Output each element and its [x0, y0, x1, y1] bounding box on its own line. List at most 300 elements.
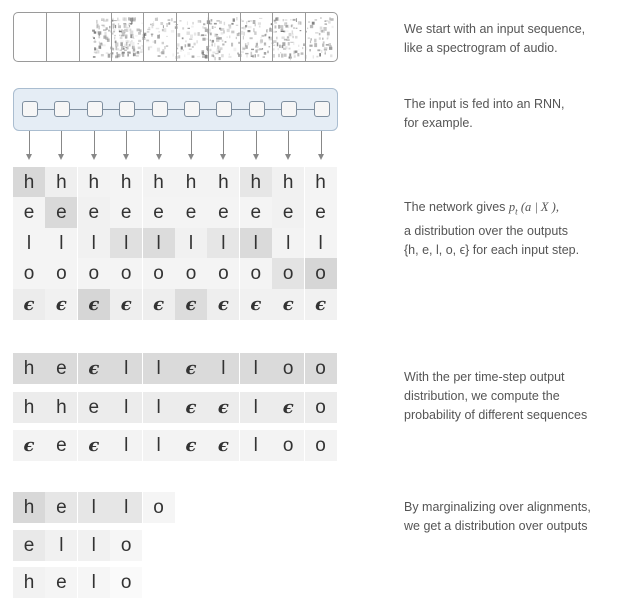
sequence-cell: l	[143, 392, 175, 423]
spectrogram-speck	[236, 37, 237, 39]
spectrogram-speck	[219, 21, 222, 24]
spectrogram-speck	[185, 44, 187, 47]
spectrogram-speck	[189, 38, 192, 40]
sequences-description-line-1: With the per time-step output	[404, 370, 565, 384]
spectrogram-speck	[289, 33, 291, 36]
spectrogram-speck	[147, 29, 150, 30]
spectrogram-speck	[162, 49, 164, 52]
spectrogram-speck	[151, 34, 154, 35]
spectrogram-speck	[187, 21, 188, 25]
spectrogram-speck	[192, 56, 195, 58]
spectrogram-frame-divider	[176, 13, 177, 61]
distribution-cell: e	[143, 197, 175, 228]
spectrogram-speck	[113, 31, 114, 32]
spectrogram-speck	[315, 32, 318, 33]
spectrogram-speck	[106, 53, 109, 54]
spectrogram-speck	[97, 24, 99, 28]
spectrogram-speck	[284, 54, 287, 57]
distribution-cell: l	[13, 228, 45, 259]
spectrogram-speck	[177, 48, 178, 50]
spectrogram-speck	[194, 33, 196, 36]
distribution-cell: ϵ	[110, 289, 142, 320]
spectrogram-speck	[180, 20, 182, 21]
distribution-cell: o	[78, 258, 110, 289]
spectrogram-speck	[317, 49, 320, 51]
spectrogram-speck	[276, 17, 279, 21]
spectrogram-speck	[202, 50, 205, 53]
rnn-cell	[184, 101, 200, 117]
spectrogram-speck	[265, 34, 267, 36]
distribution-cell: h	[143, 167, 175, 198]
spectrogram-speck	[224, 22, 225, 25]
spectrogram-speck	[326, 44, 329, 46]
spectrogram-speck	[255, 46, 258, 48]
spectrogram-speck	[217, 34, 218, 35]
spectrogram-speck	[131, 36, 134, 38]
spectrogram-speck	[313, 55, 314, 58]
spectrogram-speck	[98, 50, 100, 53]
distribution-cell: e	[13, 197, 45, 228]
spectrogram-speck	[165, 56, 167, 58]
spectrogram-speck	[164, 46, 166, 49]
spectrogram-speck	[251, 52, 253, 56]
spectrogram-speck	[181, 46, 183, 49]
spectrogram-speck	[259, 26, 261, 28]
spectrogram-speck	[248, 21, 250, 23]
spectrogram-speck	[115, 25, 116, 28]
spectrogram-speck	[221, 28, 224, 31]
spectrogram-speck	[94, 39, 96, 43]
spectrogram-speck	[231, 31, 234, 34]
spectrogram-speck	[325, 23, 327, 25]
network-prefix: The network gives	[404, 200, 509, 214]
spectrogram-speck	[160, 22, 163, 25]
spectrogram-speck	[214, 57, 216, 60]
sequences-description-line-3: probability of different sequences	[404, 408, 588, 422]
spectrogram-speck	[254, 31, 256, 35]
spectrogram-speck	[103, 20, 106, 22]
spectrogram-speck	[211, 19, 213, 22]
spectrogram-speck	[203, 23, 205, 25]
spectrogram-speck	[136, 55, 139, 57]
spectrogram-speck	[323, 41, 325, 43]
spectrogram-speck	[290, 42, 293, 43]
spectrogram-speck	[132, 34, 134, 35]
spectrogram-speck	[133, 53, 136, 56]
distribution-cell: h	[78, 167, 110, 198]
spectrogram-speck	[284, 39, 287, 41]
spectrogram-speck	[148, 47, 150, 51]
spectrogram-speck	[250, 20, 252, 22]
spectrogram-frame-divider	[111, 13, 112, 61]
distribution-cell: o	[13, 258, 45, 289]
output-cell: e	[13, 530, 45, 561]
spectrogram-speck	[101, 54, 104, 56]
spectrogram-speck	[116, 48, 119, 50]
spectrogram-speck	[324, 31, 325, 32]
spectrogram-speck	[278, 54, 279, 57]
distribution-cell: e	[175, 197, 207, 228]
spectrogram-speck	[124, 31, 126, 32]
rnn-connection	[200, 109, 216, 110]
sequence-cell: ϵ	[78, 353, 110, 384]
spectrogram-speck	[188, 44, 191, 47]
output-cell: e	[45, 492, 77, 523]
spectrogram-speck	[96, 20, 97, 24]
spectrogram-speck	[251, 49, 254, 50]
spectrogram-speck	[296, 28, 298, 29]
sequence-cell: l	[143, 430, 175, 461]
input-description	[404, 20, 585, 58]
spectrogram-speck	[312, 22, 315, 25]
down-arrow-icon	[321, 131, 322, 155]
distribution-cell: ϵ	[13, 289, 45, 320]
spectrogram-speck	[279, 45, 281, 48]
spectrogram-speck	[292, 30, 294, 34]
distribution-cell: ϵ	[78, 289, 110, 320]
sequence-cell: o	[272, 430, 304, 461]
spectrogram-speck	[124, 25, 126, 28]
spectrogram-speck	[201, 34, 204, 36]
sequences-description-line-2: distribution, we compute the	[404, 389, 560, 403]
spectrogram-speck	[123, 23, 126, 24]
spectrogram-speck	[288, 42, 290, 46]
sequence-cell: l	[110, 353, 142, 384]
spectrogram-speck	[319, 37, 321, 40]
spectrogram-speck	[222, 40, 224, 42]
spectrogram-speck	[308, 38, 310, 39]
spectrogram-speck	[274, 22, 277, 24]
spectrogram-speck	[288, 25, 289, 28]
spectrogram-speck	[191, 26, 194, 28]
spectrogram-speck	[245, 53, 248, 54]
spectrogram-speck	[171, 30, 174, 33]
spectrogram-speck	[212, 54, 215, 56]
distribution-cell: o	[110, 258, 142, 289]
spectrogram-speck	[209, 29, 210, 32]
spectrogram-speck	[278, 25, 280, 29]
sequence-cell: o	[305, 430, 337, 461]
sequence-cell: h	[45, 392, 77, 423]
spectrogram-speck	[219, 57, 221, 60]
spectrogram-speck	[221, 32, 224, 35]
network-math-args: (a | X ),	[517, 200, 559, 214]
distribution-cell: o	[175, 258, 207, 289]
spectrogram-speck	[168, 22, 170, 24]
distribution-cell: e	[240, 197, 272, 228]
spectrogram-speck	[147, 31, 150, 32]
spectrogram-speck	[295, 36, 298, 39]
spectrogram-speck	[135, 17, 136, 20]
sequence-cell: h	[13, 392, 45, 423]
distribution-cell: h	[305, 167, 337, 198]
spectrogram-speck	[264, 52, 266, 55]
rnn-cell	[54, 101, 70, 117]
spectrogram-speck	[293, 19, 296, 21]
rnn-description-line-2: for example.	[404, 116, 473, 130]
spectrogram-speck	[152, 25, 154, 28]
distribution-cell: h	[110, 167, 142, 198]
spectrogram-speck	[327, 38, 328, 40]
spectrogram-speck	[241, 51, 244, 53]
spectrogram-speck	[269, 46, 271, 47]
spectrogram-speck	[190, 35, 193, 39]
spectrogram-speck	[192, 46, 194, 48]
distribution-cell: e	[110, 197, 142, 228]
spectrogram-speck	[285, 22, 287, 24]
spectrogram-speck	[229, 54, 230, 56]
spectrogram-speck	[325, 51, 326, 55]
rnn-block	[13, 88, 338, 131]
down-arrow-icon	[94, 131, 95, 155]
spectrogram-speck	[118, 25, 121, 28]
rnn-connection	[70, 109, 86, 110]
spectrogram-speck	[227, 29, 230, 32]
distribution-cell: e	[78, 197, 110, 228]
spectrogram-speck	[289, 48, 291, 50]
spectrogram-speck	[114, 37, 115, 40]
sequence-cell: o	[305, 392, 337, 423]
spectrogram-speck	[118, 23, 119, 25]
spectrogram-speck	[164, 28, 167, 32]
distribution-cell: o	[272, 258, 304, 289]
spectrogram-speck	[180, 50, 182, 51]
spectrogram-speck	[115, 41, 116, 42]
spectrogram-speck	[308, 21, 310, 23]
spectrogram-speck	[281, 31, 284, 32]
spectrogram-speck	[320, 29, 323, 32]
rnn-cell	[152, 101, 168, 117]
spectrogram-speck	[298, 21, 301, 24]
spectrogram-speck	[273, 40, 276, 43]
spectrogram-speck	[300, 30, 302, 31]
spectrogram-speck	[260, 37, 261, 39]
distribution-cell: h	[207, 167, 239, 198]
network-description-line-2: a distribution over the outputs	[404, 223, 568, 238]
spectrogram-speck	[146, 40, 149, 43]
spectrogram-speck	[258, 22, 261, 25]
spectrogram-speck	[287, 36, 289, 38]
spectrogram-speck	[320, 17, 322, 19]
spectrogram-speck	[122, 54, 124, 57]
spectrogram-speck	[324, 21, 326, 22]
spectrogram-speck	[221, 54, 224, 57]
spectrogram-speck	[95, 49, 97, 50]
spectrogram-speck	[148, 27, 150, 29]
rnn-connection	[168, 109, 184, 110]
spectrogram-speck	[124, 50, 127, 51]
spectrogram-speck	[117, 20, 120, 22]
spectrogram-speck	[279, 20, 280, 22]
spectrogram-speck	[282, 42, 285, 46]
spectrogram-speck	[219, 37, 222, 40]
spectrogram-speck	[273, 31, 276, 33]
down-arrow-icon	[191, 131, 192, 155]
spectrogram-speck	[219, 51, 220, 53]
distribution-cell: ϵ	[207, 289, 239, 320]
down-arrow-icon	[159, 131, 160, 155]
spectrogram-speck	[214, 23, 217, 25]
sequence-cell: e	[45, 353, 77, 384]
spectrogram-speck	[138, 47, 141, 50]
distribution-cell: ϵ	[45, 289, 77, 320]
sequences-description	[404, 368, 587, 425]
spectrogram-speck	[319, 33, 321, 35]
spectrogram-speck	[294, 55, 296, 58]
spectrogram-speck	[285, 25, 288, 28]
spectrogram-speck	[157, 17, 158, 19]
spectrogram-frame-divider	[305, 13, 306, 61]
spectrogram-speck	[228, 56, 231, 58]
distribution-cell: o	[240, 258, 272, 289]
distribution-cell: o	[45, 258, 77, 289]
output-cell: o	[110, 530, 142, 561]
spectrogram-speck	[295, 51, 298, 53]
spectrogram-speck	[316, 56, 318, 58]
spectrogram-speck	[243, 36, 244, 40]
sequence-cell: l	[240, 392, 272, 423]
spectrogram-speck	[130, 31, 134, 35]
down-arrow-icon	[256, 131, 257, 155]
spectrogram-speck	[197, 56, 200, 57]
spectrogram-speck	[129, 25, 130, 28]
spectrogram-speck	[291, 25, 293, 28]
spectrogram-speck	[290, 19, 292, 20]
spectrogram-speck	[192, 22, 194, 25]
spectrogram-speck	[120, 50, 122, 51]
spectrogram-speck	[256, 43, 258, 46]
spectrogram-speck	[166, 36, 168, 37]
spectrogram-speck	[118, 54, 120, 57]
marginalize-description	[404, 498, 591, 536]
spectrogram-speck	[162, 29, 164, 31]
spectrogram-speck	[257, 54, 259, 57]
spectrogram-speck	[263, 57, 265, 58]
spectrogram-speck	[225, 41, 227, 42]
distribution-cell: o	[305, 258, 337, 289]
rnn-connection	[232, 109, 248, 110]
rnn-connection	[265, 109, 281, 110]
rnn-connection	[38, 109, 54, 110]
spectrogram-speck	[231, 43, 233, 47]
spectrogram-speck	[187, 52, 190, 55]
spectrogram-speck	[252, 55, 253, 58]
distribution-cell: l	[78, 228, 110, 259]
spectrogram-speck	[112, 20, 114, 22]
network-description	[404, 198, 579, 260]
spectrogram-speck	[314, 39, 316, 43]
sequence-cell: ϵ	[175, 392, 207, 423]
output-cell: h	[13, 492, 45, 523]
spectrogram-speck	[293, 27, 295, 29]
spectrogram-speck	[245, 45, 247, 49]
output-cell: l	[78, 492, 110, 523]
spectrogram-speck	[178, 55, 180, 58]
spectrogram-speck	[99, 43, 102, 46]
sequence-cell: ϵ	[207, 392, 239, 423]
spectrogram-speck	[171, 18, 172, 21]
spectrogram-frame-divider	[208, 13, 209, 61]
spectrogram-speck	[277, 42, 279, 46]
spectrogram-speck	[122, 52, 125, 54]
rnn-connection	[103, 109, 119, 110]
rnn-cell	[314, 101, 330, 117]
spectrogram-speck	[182, 27, 184, 29]
spectrogram-speck	[178, 33, 181, 37]
spectrogram-speck	[290, 56, 291, 60]
distribution-cell: l	[45, 228, 77, 259]
spectrogram-speck	[94, 52, 97, 54]
spectrogram-speck	[248, 26, 252, 28]
spectrogram-speck	[276, 37, 278, 40]
spectrogram-speck	[137, 29, 140, 32]
input-spectrogram	[13, 12, 338, 62]
spectrogram-speck	[310, 38, 312, 40]
spectrogram-speck	[130, 18, 133, 22]
rnn-cell	[281, 101, 297, 117]
spectrogram-speck	[114, 20, 117, 21]
spectrogram-speck	[185, 40, 186, 42]
spectrogram-speck	[126, 42, 128, 46]
spectrogram-speck	[106, 19, 108, 22]
rnn-cell	[22, 101, 38, 117]
spectrogram-speck	[99, 46, 102, 49]
spectrogram-speck	[216, 37, 219, 40]
spectrogram-speck	[125, 36, 127, 38]
spectrogram-speck	[158, 55, 161, 57]
spectrogram-speck	[237, 53, 239, 55]
spectrogram-speck	[212, 40, 214, 43]
spectrogram-speck	[234, 48, 237, 52]
spectrogram-speck	[298, 45, 299, 47]
sequence-cell: ϵ	[207, 430, 239, 461]
spectrogram-speck	[266, 29, 268, 33]
rnn-cell	[87, 101, 103, 117]
spectrogram-speck	[129, 44, 131, 47]
spectrogram-speck	[102, 44, 106, 46]
spectrogram-speck	[131, 40, 133, 42]
spectrogram-speck	[189, 49, 192, 50]
spectrogram-speck	[102, 18, 103, 20]
output-cell: e	[45, 567, 77, 598]
distribution-cell: ϵ	[240, 289, 272, 320]
sequence-cell: l	[110, 392, 142, 423]
spectrogram-speck	[216, 49, 218, 53]
spectrogram-speck	[188, 28, 191, 29]
spectrogram-speck	[248, 30, 251, 32]
spectrogram-speck	[330, 54, 332, 57]
spectrogram-speck	[184, 55, 185, 58]
spectrogram-speck	[166, 45, 168, 47]
distribution-cell: ϵ	[175, 289, 207, 320]
spectrogram-speck	[314, 43, 317, 47]
spectrogram-speck	[281, 54, 283, 58]
spectrogram-speck	[255, 54, 257, 57]
spectrogram-speck	[158, 31, 160, 32]
spectrogram-speck	[138, 43, 140, 44]
distribution-cell: h	[272, 167, 304, 198]
rnn-connection	[135, 109, 151, 110]
spectrogram-speck	[259, 18, 262, 19]
sequence-cell: l	[240, 430, 272, 461]
spectrogram-speck	[93, 56, 96, 58]
spectrogram-speck	[115, 56, 118, 59]
spectrogram-speck	[126, 40, 129, 42]
spectrogram-speck	[150, 24, 151, 26]
spectrogram-speck	[245, 25, 247, 27]
spectrogram-speck	[310, 49, 311, 51]
spectrogram-speck	[327, 32, 330, 36]
